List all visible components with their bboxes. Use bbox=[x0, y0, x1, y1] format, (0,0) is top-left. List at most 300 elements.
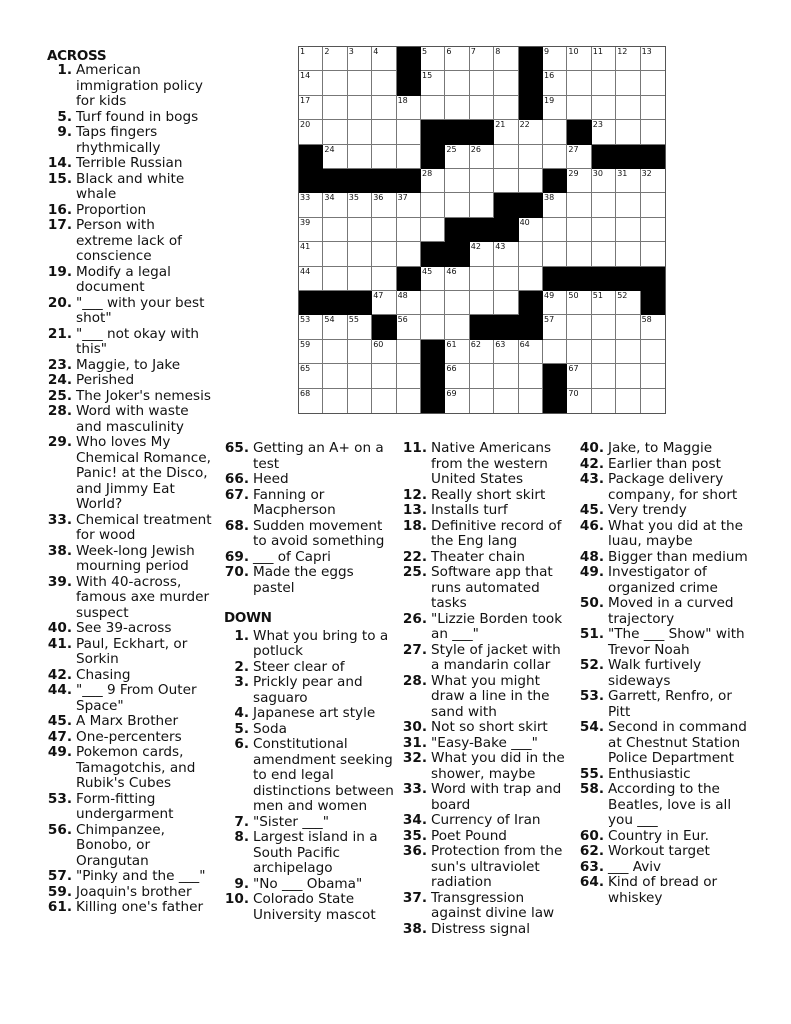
grid-cell[interactable] bbox=[397, 340, 421, 364]
clue-item bbox=[400, 503, 570, 519]
grid-cell[interactable] bbox=[421, 267, 445, 291]
grid-cell[interactable] bbox=[494, 47, 518, 71]
grid-black-square bbox=[397, 169, 421, 193]
grid-cell[interactable] bbox=[519, 364, 543, 388]
grid-cell[interactable] bbox=[616, 120, 640, 144]
grid-cell[interactable] bbox=[641, 96, 665, 120]
cell-number: 6 bbox=[446, 47, 452, 56]
clue-number: 6. bbox=[234, 736, 249, 752]
grid-cell[interactable] bbox=[616, 291, 640, 315]
clue-number: 69. bbox=[224, 548, 249, 565]
grid-cell[interactable] bbox=[397, 193, 421, 217]
grid-cell[interactable] bbox=[348, 242, 372, 266]
clue-number: 32. bbox=[402, 750, 427, 766]
cell-number: 25 bbox=[446, 144, 457, 154]
clue-number: 2. bbox=[234, 658, 249, 675]
grid-cell[interactable] bbox=[299, 96, 323, 120]
grid-cell[interactable] bbox=[567, 47, 591, 71]
cell-number: 42 bbox=[470, 242, 481, 252]
grid-cell[interactable] bbox=[323, 315, 347, 339]
grid-cell[interactable] bbox=[592, 242, 616, 266]
grid-cell[interactable] bbox=[592, 47, 616, 71]
grid-cell[interactable] bbox=[543, 242, 567, 266]
grid-cell[interactable] bbox=[641, 315, 665, 339]
grid-cell[interactable] bbox=[470, 169, 494, 193]
grid-cell[interactable] bbox=[519, 169, 543, 193]
grid-cell[interactable] bbox=[397, 120, 421, 144]
grid-cell[interactable] bbox=[543, 145, 567, 169]
grid-cell[interactable] bbox=[470, 145, 494, 169]
clue-number: 28. bbox=[402, 672, 427, 689]
grid-cell[interactable] bbox=[519, 389, 543, 413]
clue-item bbox=[45, 637, 215, 668]
clue-text: Heed bbox=[253, 471, 289, 487]
clue-item bbox=[577, 720, 757, 767]
grid-cell[interactable] bbox=[470, 267, 494, 291]
grid-cell[interactable] bbox=[567, 145, 591, 169]
grid-cell[interactable] bbox=[372, 364, 396, 388]
grid-black-square bbox=[348, 169, 372, 193]
grid-cell[interactable] bbox=[641, 364, 665, 388]
clue-number: 39. bbox=[47, 573, 72, 590]
clue-text: A Marx Brother bbox=[76, 713, 179, 729]
clue-number: 44. bbox=[47, 682, 72, 698]
grid-cell[interactable] bbox=[494, 364, 518, 388]
grid-cell[interactable] bbox=[592, 169, 616, 193]
grid-cell[interactable] bbox=[299, 47, 323, 71]
grid-cell[interactable] bbox=[372, 389, 396, 413]
grid-cell[interactable] bbox=[470, 193, 494, 217]
grid-cell[interactable] bbox=[397, 145, 421, 169]
grid-cell[interactable] bbox=[470, 340, 494, 364]
clue-text: ___ Aviv bbox=[608, 858, 662, 875]
grid-cell[interactable] bbox=[445, 364, 469, 388]
grid-cell[interactable] bbox=[323, 389, 347, 413]
grid-cell[interactable] bbox=[543, 96, 567, 120]
grid-cell[interactable] bbox=[348, 389, 372, 413]
clue-text: Joaquin's brother bbox=[76, 883, 192, 900]
grid-cell[interactable] bbox=[567, 96, 591, 120]
clue-item bbox=[222, 550, 394, 566]
grid-black-square bbox=[421, 145, 445, 169]
grid-cell[interactable] bbox=[519, 267, 543, 291]
clue-text: Constitutional amendment seeking to end legal distinctions between men and women bbox=[253, 736, 394, 814]
grid-cell[interactable] bbox=[421, 169, 445, 193]
grid-cell[interactable] bbox=[421, 193, 445, 217]
clue-text: Taps fingers rhythmically bbox=[76, 124, 161, 156]
clue-item bbox=[400, 612, 570, 643]
grid-cell[interactable] bbox=[397, 96, 421, 120]
grid-cell[interactable] bbox=[372, 242, 396, 266]
grid-cell[interactable] bbox=[348, 267, 372, 291]
grid-cell[interactable] bbox=[470, 389, 494, 413]
grid-cell[interactable] bbox=[616, 169, 640, 193]
grid-cell[interactable] bbox=[421, 47, 445, 71]
clue-item bbox=[45, 730, 215, 746]
grid-cell[interactable] bbox=[641, 389, 665, 413]
clue-number: 54. bbox=[579, 719, 604, 735]
grid-cell[interactable] bbox=[567, 218, 591, 242]
clue-number: 52. bbox=[579, 657, 604, 673]
grid-cell[interactable] bbox=[616, 389, 640, 413]
grid-cell[interactable] bbox=[567, 193, 591, 217]
clue-number: 62. bbox=[579, 843, 604, 859]
grid-cell[interactable] bbox=[323, 120, 347, 144]
grid-cell[interactable] bbox=[323, 47, 347, 71]
grid-cell[interactable] bbox=[641, 193, 665, 217]
grid-cell[interactable] bbox=[323, 267, 347, 291]
clue-item bbox=[45, 823, 215, 870]
grid-cell[interactable] bbox=[641, 340, 665, 364]
cell-number: 48 bbox=[397, 290, 408, 300]
grid-black-square bbox=[299, 145, 323, 169]
clue-text: Moved in a curved trajectory bbox=[608, 595, 734, 627]
grid-cell[interactable] bbox=[494, 291, 518, 315]
grid-cell[interactable] bbox=[519, 340, 543, 364]
cell-number: 68 bbox=[300, 388, 311, 398]
grid-cell[interactable] bbox=[543, 193, 567, 217]
grid-cell[interactable] bbox=[592, 218, 616, 242]
clue-item bbox=[577, 519, 757, 550]
grid-cell[interactable] bbox=[494, 169, 518, 193]
grid-cell[interactable] bbox=[397, 242, 421, 266]
grid-black-square bbox=[348, 291, 372, 315]
grid-cell[interactable] bbox=[397, 315, 421, 339]
grid-cell[interactable] bbox=[641, 169, 665, 193]
grid-cell[interactable] bbox=[470, 242, 494, 266]
grid-cell[interactable] bbox=[567, 71, 591, 95]
cell-number: 66 bbox=[446, 364, 457, 374]
clue-number: 56. bbox=[47, 821, 72, 838]
clue-text: With 40-across, famous axe murder suspect bbox=[76, 573, 210, 621]
grid-cell[interactable] bbox=[616, 242, 640, 266]
grid-cell[interactable] bbox=[348, 71, 372, 95]
grid-cell[interactable] bbox=[592, 364, 616, 388]
grid-cell[interactable] bbox=[323, 145, 347, 169]
cell-number: 2 bbox=[324, 47, 330, 56]
cell-number: 60 bbox=[373, 339, 384, 349]
clue-number: 22. bbox=[402, 548, 427, 565]
grid-cell[interactable] bbox=[372, 120, 396, 144]
clue-item bbox=[577, 658, 757, 689]
grid-cell[interactable] bbox=[519, 120, 543, 144]
grid-cell[interactable] bbox=[445, 145, 469, 169]
clue-number: 47. bbox=[47, 728, 72, 745]
grid-cell[interactable] bbox=[372, 145, 396, 169]
grid-cell[interactable] bbox=[641, 120, 665, 144]
grid-cell[interactable] bbox=[323, 242, 347, 266]
grid-cell[interactable] bbox=[543, 291, 567, 315]
grid-cell[interactable] bbox=[494, 389, 518, 413]
grid-cell[interactable] bbox=[543, 315, 567, 339]
clue-text: Chasing bbox=[76, 666, 131, 683]
clue-item bbox=[577, 441, 757, 457]
clue-text: Garrett, Renfro, or Pitt bbox=[608, 688, 732, 720]
cell-number: 5 bbox=[421, 47, 428, 56]
grid-cell[interactable] bbox=[641, 47, 665, 71]
grid-cell[interactable] bbox=[592, 340, 616, 364]
grid-cell[interactable] bbox=[494, 145, 518, 169]
grid-cell[interactable] bbox=[445, 267, 469, 291]
grid-cell[interactable] bbox=[567, 389, 591, 413]
clue-number: 63. bbox=[579, 858, 604, 875]
grid-cell[interactable] bbox=[543, 120, 567, 144]
clue-number: 35. bbox=[402, 827, 427, 844]
clue-text: Definitive record of the Eng lang bbox=[431, 517, 562, 549]
grid-cell[interactable] bbox=[567, 315, 591, 339]
clue-number: 16. bbox=[47, 201, 72, 218]
grid-cell[interactable] bbox=[445, 169, 469, 193]
grid-cell[interactable] bbox=[519, 218, 543, 242]
clue-number: 20. bbox=[47, 294, 72, 311]
clue-number: 7. bbox=[234, 813, 249, 830]
grid-cell[interactable] bbox=[372, 218, 396, 242]
clue-item bbox=[222, 441, 394, 472]
clue-item bbox=[400, 441, 570, 488]
clue-text: Currency of Iran bbox=[431, 812, 541, 828]
grid-cell[interactable] bbox=[397, 364, 421, 388]
crossword-grid[interactable] bbox=[298, 46, 666, 414]
clue-text: Paul, Eckhart, or Sorkin bbox=[76, 635, 188, 667]
grid-cell[interactable] bbox=[323, 218, 347, 242]
clue-item bbox=[577, 596, 757, 627]
grid-cell[interactable] bbox=[567, 291, 591, 315]
clue-text: Installs turf bbox=[431, 502, 508, 518]
grid-black-square bbox=[567, 267, 591, 291]
grid-cell[interactable] bbox=[372, 193, 396, 217]
clue-number: 25. bbox=[402, 564, 427, 580]
grid-cell[interactable] bbox=[567, 364, 591, 388]
clue-item bbox=[45, 265, 215, 296]
grid-cell[interactable] bbox=[299, 193, 323, 217]
clue-item bbox=[400, 643, 570, 674]
grid-cell[interactable] bbox=[543, 47, 567, 71]
clue-text: Getting an A+ on a test bbox=[253, 440, 384, 472]
grid-cell[interactable] bbox=[323, 71, 347, 95]
grid-black-square bbox=[543, 267, 567, 291]
grid-cell[interactable] bbox=[445, 47, 469, 71]
grid-cell[interactable] bbox=[494, 71, 518, 95]
clue-number: 60. bbox=[579, 827, 604, 844]
down-clues-column-4 bbox=[577, 441, 757, 906]
grid-cell[interactable] bbox=[445, 193, 469, 217]
grid-cell[interactable] bbox=[470, 96, 494, 120]
grid-cell[interactable] bbox=[470, 291, 494, 315]
grid-cell[interactable] bbox=[299, 389, 323, 413]
grid-cell[interactable] bbox=[372, 291, 396, 315]
grid-cell[interactable] bbox=[616, 96, 640, 120]
grid-cell[interactable] bbox=[372, 47, 396, 71]
clue-number: 33. bbox=[402, 781, 427, 797]
cell-number: 49 bbox=[543, 290, 555, 300]
grid-cell[interactable] bbox=[494, 96, 518, 120]
clue-text: Largest island in a South Pacific archipelago bbox=[253, 829, 378, 876]
grid-cell[interactable] bbox=[567, 242, 591, 266]
clue-text: What you did at the luau, maybe bbox=[608, 517, 743, 549]
clue-text: Proportion bbox=[76, 201, 147, 218]
clue-number: 55. bbox=[579, 765, 604, 782]
grid-cell[interactable] bbox=[372, 340, 396, 364]
cell-number: 56 bbox=[397, 315, 408, 325]
grid-cell[interactable] bbox=[421, 315, 445, 339]
grid-cell[interactable] bbox=[372, 96, 396, 120]
cell-number: 38 bbox=[543, 193, 555, 203]
clue-text: Theater chain bbox=[431, 548, 526, 565]
grid-cell[interactable] bbox=[592, 193, 616, 217]
clue-item bbox=[400, 844, 570, 891]
grid-black-square bbox=[543, 389, 567, 413]
clue-item bbox=[45, 435, 215, 513]
grid-cell[interactable] bbox=[519, 145, 543, 169]
grid-cell[interactable] bbox=[299, 315, 323, 339]
clue-item bbox=[577, 627, 757, 658]
grid-cell[interactable] bbox=[421, 71, 445, 95]
grid-cell[interactable] bbox=[397, 389, 421, 413]
grid-cell[interactable] bbox=[348, 340, 372, 364]
grid-cell[interactable] bbox=[348, 47, 372, 71]
grid-cell[interactable] bbox=[421, 96, 445, 120]
grid-black-square bbox=[299, 169, 323, 193]
clue-item bbox=[222, 519, 394, 550]
grid-cell[interactable] bbox=[641, 218, 665, 242]
grid-cell[interactable] bbox=[470, 47, 494, 71]
grid-cell[interactable] bbox=[372, 267, 396, 291]
grid-cell[interactable] bbox=[299, 120, 323, 144]
grid-cell[interactable] bbox=[494, 340, 518, 364]
clue-number: 33. bbox=[47, 511, 72, 528]
grid-cell[interactable] bbox=[567, 340, 591, 364]
clue-text: Turf found in bogs bbox=[76, 108, 199, 125]
grid-cell[interactable] bbox=[445, 389, 469, 413]
grid-cell[interactable] bbox=[543, 218, 567, 242]
grid-cell[interactable] bbox=[616, 364, 640, 388]
grid-cell[interactable] bbox=[616, 315, 640, 339]
grid-cell[interactable] bbox=[348, 315, 372, 339]
grid-cell[interactable] bbox=[445, 340, 469, 364]
grid-cell[interactable] bbox=[592, 291, 616, 315]
grid-cell[interactable] bbox=[348, 364, 372, 388]
grid-cell[interactable] bbox=[348, 145, 372, 169]
clue-number: 4. bbox=[234, 705, 249, 721]
grid-cell[interactable] bbox=[372, 71, 396, 95]
grid-black-square bbox=[397, 47, 421, 71]
grid-cell[interactable] bbox=[592, 389, 616, 413]
clue-number: 50. bbox=[579, 595, 604, 611]
clue-item bbox=[45, 389, 215, 405]
grid-black-square bbox=[445, 218, 469, 242]
grid-cell[interactable] bbox=[323, 193, 347, 217]
grid-cell[interactable] bbox=[641, 242, 665, 266]
clue-text: Software app that runs automated tasks bbox=[431, 564, 553, 611]
cell-number: 58 bbox=[641, 315, 652, 325]
clue-number: 45. bbox=[579, 502, 604, 518]
grid-cell[interactable] bbox=[323, 96, 347, 120]
grid-cell[interactable] bbox=[397, 218, 421, 242]
grid-cell[interactable] bbox=[616, 47, 640, 71]
clue-text: What you might draw a line in the sand with bbox=[431, 672, 550, 720]
grid-cell[interactable] bbox=[445, 315, 469, 339]
clue-text: Workout target bbox=[608, 843, 710, 859]
grid-cell[interactable] bbox=[470, 364, 494, 388]
grid-cell[interactable] bbox=[592, 96, 616, 120]
grid-cell[interactable] bbox=[616, 340, 640, 364]
cell-number: 23 bbox=[592, 120, 603, 130]
grid-cell[interactable] bbox=[348, 120, 372, 144]
cell-number: 12 bbox=[617, 47, 628, 56]
grid-black-square bbox=[421, 364, 445, 388]
grid-black-square bbox=[299, 291, 323, 315]
cell-number: 20 bbox=[300, 120, 311, 130]
grid-cell[interactable] bbox=[299, 71, 323, 95]
clue-number: 53. bbox=[47, 790, 72, 807]
cell-number: 65 bbox=[300, 364, 311, 374]
grid-cell[interactable] bbox=[519, 242, 543, 266]
grid-cell[interactable] bbox=[397, 291, 421, 315]
grid-cell[interactable] bbox=[421, 291, 445, 315]
grid-cell[interactable] bbox=[616, 71, 640, 95]
grid-cell[interactable] bbox=[592, 71, 616, 95]
clue-number: 42. bbox=[47, 666, 72, 683]
clue-item bbox=[222, 722, 394, 738]
clue-number: 31. bbox=[402, 734, 427, 751]
grid-cell[interactable] bbox=[421, 218, 445, 242]
clue-item bbox=[577, 503, 757, 519]
grid-cell[interactable] bbox=[323, 340, 347, 364]
grid-cell[interactable] bbox=[299, 218, 323, 242]
grid-cell[interactable] bbox=[445, 71, 469, 95]
grid-cell[interactable] bbox=[470, 71, 494, 95]
grid-cell[interactable] bbox=[616, 193, 640, 217]
grid-cell[interactable] bbox=[323, 364, 347, 388]
grid-cell[interactable] bbox=[494, 242, 518, 266]
grid-black-square bbox=[372, 169, 396, 193]
clue-item bbox=[45, 156, 215, 172]
grid-cell[interactable] bbox=[494, 267, 518, 291]
clue-text: Transgression against divine law bbox=[431, 889, 555, 921]
grid-cell[interactable] bbox=[616, 218, 640, 242]
cell-number: 53 bbox=[300, 315, 311, 325]
clue-text: Japanese art style bbox=[253, 705, 376, 721]
grid-cell[interactable] bbox=[592, 120, 616, 144]
clue-number: 12. bbox=[402, 486, 427, 503]
grid-cell[interactable] bbox=[641, 71, 665, 95]
grid-cell[interactable] bbox=[543, 340, 567, 364]
grid-cell[interactable] bbox=[348, 96, 372, 120]
clue-text: Prickly pear and saguaro bbox=[253, 674, 363, 706]
grid-cell[interactable] bbox=[348, 218, 372, 242]
grid-cell[interactable] bbox=[567, 169, 591, 193]
grid-black-square bbox=[616, 267, 640, 291]
grid-cell[interactable] bbox=[299, 267, 323, 291]
grid-cell[interactable] bbox=[348, 193, 372, 217]
grid-cell[interactable] bbox=[494, 120, 518, 144]
grid-cell[interactable] bbox=[299, 364, 323, 388]
clue-number: 68. bbox=[224, 517, 249, 534]
clue-item bbox=[400, 565, 570, 612]
grid-cell[interactable] bbox=[445, 96, 469, 120]
cell-number: 8 bbox=[495, 47, 501, 56]
grid-cell[interactable] bbox=[445, 291, 469, 315]
grid-cell[interactable] bbox=[299, 242, 323, 266]
clue-item bbox=[400, 782, 570, 813]
grid-cell[interactable] bbox=[592, 315, 616, 339]
grid-black-square bbox=[641, 267, 665, 291]
grid-cell[interactable] bbox=[299, 340, 323, 364]
cell-number: 15 bbox=[421, 71, 433, 81]
grid-cell[interactable] bbox=[543, 71, 567, 95]
clue-number: 5. bbox=[234, 720, 249, 737]
cell-number: 46 bbox=[446, 266, 457, 276]
